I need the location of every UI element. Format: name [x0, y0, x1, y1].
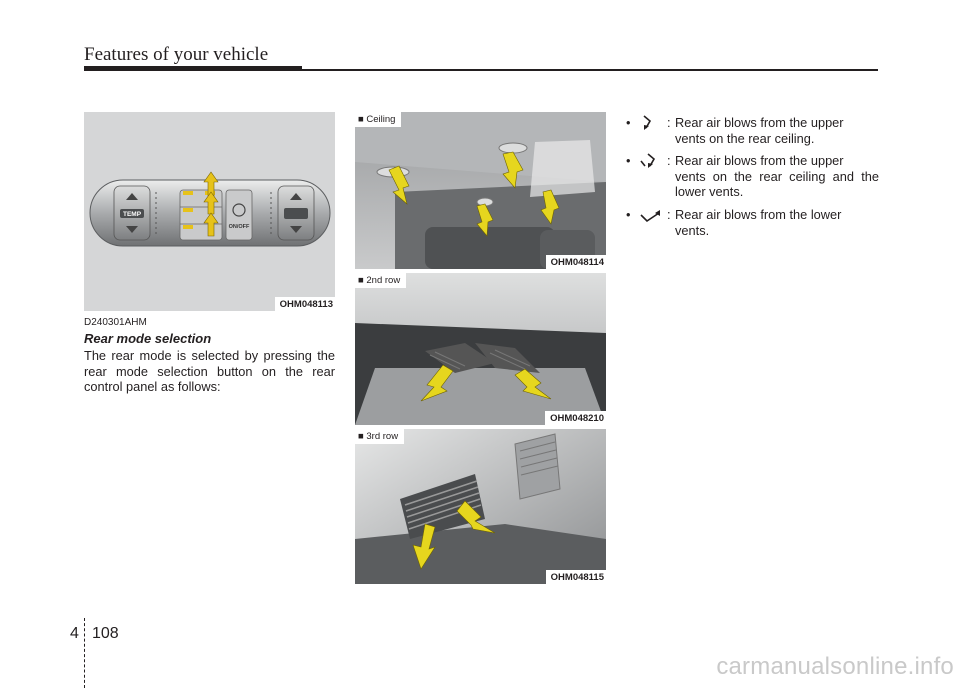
mode-description-line2: vents.: [675, 222, 710, 238]
second-row-illustration: [355, 273, 606, 425]
chapter-number: 4: [70, 625, 79, 642]
mode-item-bi-level: [620, 153, 880, 207]
figure-code: OHM048115: [546, 570, 606, 584]
page-number: 108: [92, 625, 119, 642]
mode-description: [675, 153, 879, 200]
header-title: Features of your vehicle: [84, 44, 269, 65]
section-code: D240301AHM: [84, 317, 147, 328]
ceiling-figure: [355, 112, 606, 269]
figure-tag: ■ Ceiling: [355, 112, 401, 127]
upper-vent-mode-icon: [640, 115, 658, 131]
figure-tag: ■ 2nd row: [355, 273, 406, 288]
mode-description-line1: Rear air blows from the upper: [675, 115, 844, 130]
colon: :: [667, 207, 671, 222]
figure-tag: ■ 3rd row: [355, 429, 404, 444]
header-rule-thin: [300, 69, 878, 71]
onoff-button-label: ON/OFF: [228, 224, 250, 230]
section-body: The rear mode is selected by pressing the rear mode selection button on the rear control panel as follows:: [84, 348, 335, 394]
mode-description-line1: Rear air blows from the lower: [675, 207, 842, 222]
colon: :: [667, 115, 671, 130]
figure-code: OHM048113: [275, 297, 335, 311]
colon: :: [667, 153, 671, 168]
mode-item-floor: [620, 207, 880, 245]
bullet: •: [626, 115, 631, 130]
bullet: •: [626, 153, 631, 168]
third-row-illustration: [355, 429, 606, 584]
second-row-figure: [355, 273, 606, 425]
bullet: •: [626, 207, 631, 222]
third-row-figure: [355, 429, 606, 584]
control-panel-figure: [84, 112, 335, 311]
bi-level-mode-icon: [640, 153, 662, 169]
footer-divider: [84, 618, 85, 688]
mode-description: [675, 115, 879, 146]
control-panel-illustration: [84, 112, 335, 311]
mode-description: [675, 207, 879, 238]
mode-description-line2: vents on the rear ceiling and the lower vents.: [675, 168, 879, 199]
ceiling-illustration: [355, 112, 606, 269]
mode-description-line2: vents on the rear ceiling.: [675, 130, 815, 146]
section-heading: Rear mode selection: [84, 331, 212, 346]
floor-vent-mode-icon: [640, 207, 662, 223]
mode-list: [620, 115, 880, 245]
watermark: carmanualsonline.info: [716, 653, 954, 680]
header-rule-thick: [84, 66, 302, 71]
mode-item-upper: [620, 115, 880, 153]
mode-description-line1: Rear air blows from the upper: [675, 153, 844, 168]
figure-code: OHM048114: [546, 255, 606, 269]
temp-button-label: TEMP: [122, 211, 142, 218]
figure-code: OHM048210: [545, 411, 606, 425]
